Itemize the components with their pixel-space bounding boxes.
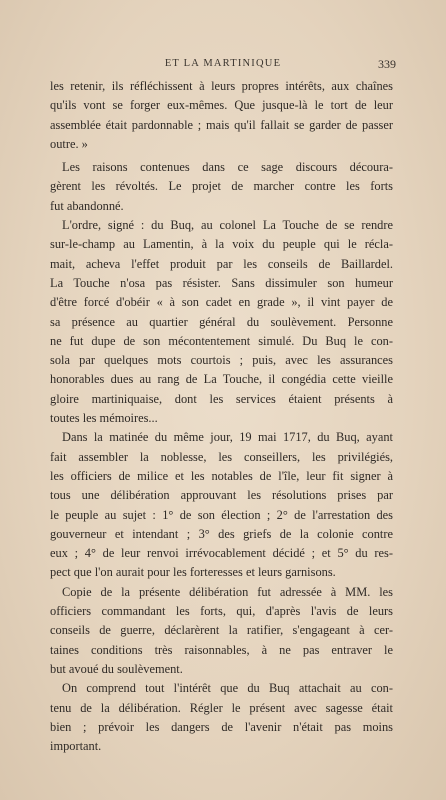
text-line: pect que l'on aurait pour les forteresses et leurs garnisons. [50, 565, 336, 580]
text-line: gloire martiniquaise, dont les services étaient présents à [50, 391, 393, 406]
paragraph [50, 158, 393, 216]
text-line: ne fut dupe de son mécontentement simulé. Du Buq le con- [50, 333, 393, 348]
text-line: La Touche n'osa pas résister. Sans dissimuler son humeur [50, 275, 393, 290]
text-line: outre. » [50, 136, 88, 151]
page-number: 339 [378, 57, 396, 71]
paragraph [50, 77, 393, 154]
text-line: fut abandonné. [50, 198, 124, 213]
text-line: sa présence au quartier général du soulèvement. Personne [50, 314, 393, 329]
text-line: Dans la matinée du même jour, 19 mai 1717, du Buq, ayant [62, 430, 393, 445]
page-header [50, 58, 396, 74]
text-line: les officiers de milice et les notables de l'île, leur fit signer à [50, 468, 393, 483]
text-line: taines conditions très raisonnables, à ne pas entraver le [50, 642, 393, 657]
text-line: eux ; 4° de leur renvoi irrévocablement décidé ; et 5° du res- [50, 546, 393, 561]
text-line: bien ; prévoir les dangers de l'avenir n'était pas moins [50, 719, 393, 734]
text-line: d'être forcé d'obéir « à son cadet en grade », il vint payer de [50, 295, 393, 310]
text-line: tous une délibération approuvant les résolutions prises par [50, 488, 393, 503]
body-text [50, 77, 393, 756]
text-line: On comprend tout l'intérêt que du Buq attachait au con- [62, 681, 393, 696]
text-line: but avoué du soulèvement. [50, 661, 183, 676]
text-line: toutes les mémoires... [50, 411, 158, 426]
text-line: conseils de guerre, déclarèrent la ratifier, s'engageant à cer- [50, 623, 393, 638]
text-line: sola par quelques mots courtois ; puis, avec les assurances [50, 353, 393, 368]
text-line: mait, acheva l'effet produit par les conseils de Baillardel. [50, 256, 393, 271]
text-line: sur-le-champ au Lamentin, à la voix du peuple qui le récla- [50, 237, 393, 252]
text-line: L'ordre, signé : du Buq, au colonel La Touche de se rendre [62, 218, 393, 233]
text-line: gouverneur et intendant ; 3° des griefs de la colonie contre [50, 526, 393, 541]
text-line: Les raisons contenues dans ce sage discours découra- [62, 160, 393, 175]
text-line: important. [50, 739, 102, 754]
text-line: assemblée était pardonnable ; mais qu'il fallait se garder de passer [50, 117, 393, 132]
text-line: tenu de la délibération. Régler le présent avec sagesse était [50, 700, 393, 715]
text-line: officiers commandant les forts, qui, d'après l'avis de leurs [50, 604, 393, 619]
running-title: ET LA MARTINIQUE [164, 58, 282, 69]
text-line: honorables dues au rang de La Touche, il congédia cette vieille [50, 372, 393, 387]
paragraph [50, 428, 393, 582]
text-line: Copie de la présente délibération fut adressée à MM. les [62, 584, 393, 599]
text-line: le peuple au sujet : 1° de son élection ; 2° de l'arrestation des [50, 507, 393, 522]
text-line: les retenir, ils réfléchissent à leurs propres intérêts, aux chaînes [50, 79, 393, 93]
paragraph [50, 216, 393, 428]
text-line: qu'ils vont se forger eux-mêmes. Que jusque-là le tort de leur [50, 98, 393, 113]
text-line: gèrent les révoltés. Le projet de marcher contre les forts [50, 179, 393, 194]
text-line: fait assembler la noblesse, les conseillers, les privilégiés, [50, 449, 393, 464]
paragraph [50, 583, 393, 679]
paragraph [50, 679, 393, 756]
